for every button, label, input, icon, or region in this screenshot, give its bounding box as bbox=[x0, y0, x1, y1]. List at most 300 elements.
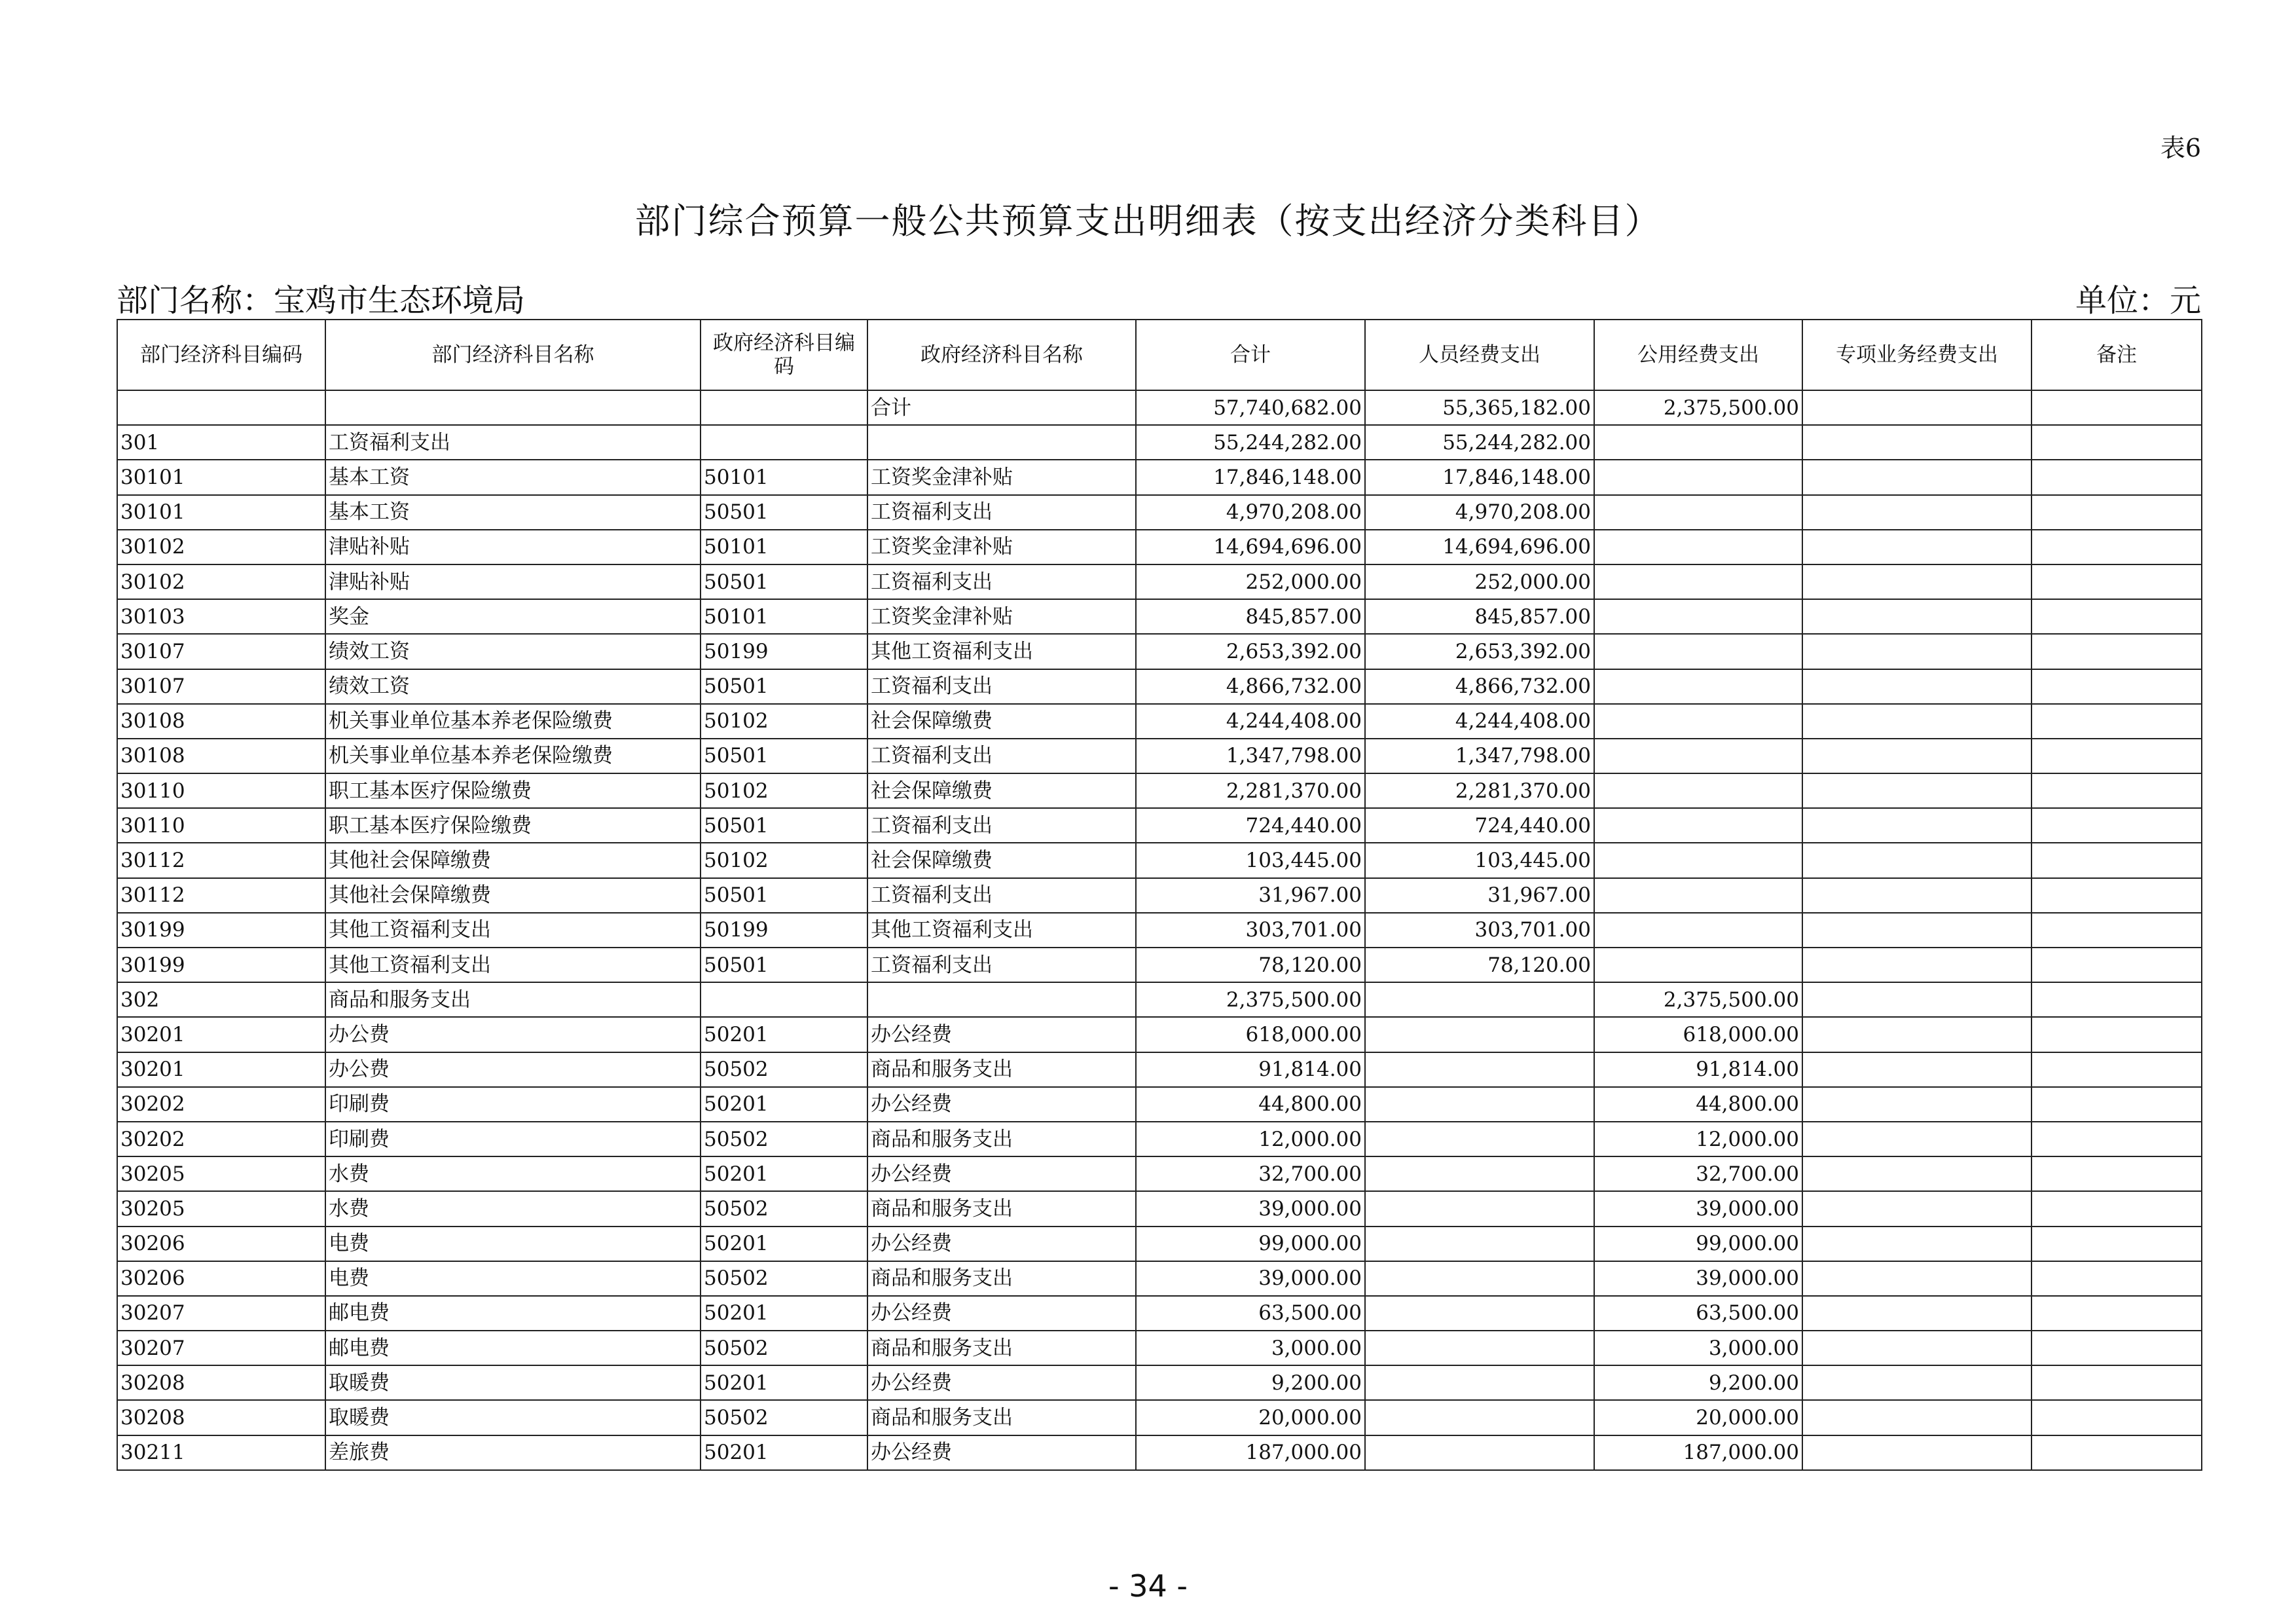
gov-code-cell: 50102 bbox=[701, 773, 867, 808]
page-title: 部门综合预算一般公共预算支出明细表（按支出经济分类科目） bbox=[634, 200, 1662, 242]
dept-code-cell: 302 bbox=[117, 982, 325, 1017]
special-cell bbox=[1802, 634, 2032, 669]
dept-name-cell: 职工基本医疗保险缴费 bbox=[325, 808, 701, 843]
gov-name-cell: 工资福利支出 bbox=[867, 495, 1136, 530]
gov-name-cell: 工资奖金津补贴 bbox=[867, 460, 1136, 494]
gov-name-cell bbox=[867, 982, 1136, 1017]
dept-code-cell: 30199 bbox=[117, 948, 325, 982]
gov-name-cell: 商品和服务支出 bbox=[867, 1331, 1136, 1365]
table-row bbox=[117, 390, 2202, 425]
special-cell bbox=[1802, 948, 2032, 982]
public-cell bbox=[1594, 843, 1802, 877]
table-row bbox=[117, 913, 2202, 948]
dept-name-cell: 基本工资 bbox=[325, 460, 701, 494]
note-cell bbox=[2032, 982, 2202, 1017]
gov-name-cell: 办公经费 bbox=[867, 1365, 1136, 1400]
note-cell bbox=[2032, 1331, 2202, 1365]
dept-code-cell: 30101 bbox=[117, 460, 325, 494]
total-cell: 39,000.00 bbox=[1136, 1191, 1365, 1226]
gov-name-cell: 商品和服务支出 bbox=[867, 1122, 1136, 1156]
table-number: 表6 bbox=[2160, 134, 2201, 162]
public-cell bbox=[1594, 948, 1802, 982]
special-cell bbox=[1802, 1052, 2032, 1087]
dept-code-cell: 30107 bbox=[117, 634, 325, 669]
dept-name-cell: 职工基本医疗保险缴费 bbox=[325, 773, 701, 808]
dept-code-cell: 30207 bbox=[117, 1296, 325, 1331]
public-cell bbox=[1594, 808, 1802, 843]
note-cell bbox=[2032, 808, 2202, 843]
personnel-cell: 724,440.00 bbox=[1365, 808, 1594, 843]
dept-name-cell: 取暖费 bbox=[325, 1400, 701, 1435]
gov-name-cell: 工资福利支出 bbox=[867, 808, 1136, 843]
dept-code-cell: 30103 bbox=[117, 599, 325, 634]
dept-code-cell: 30102 bbox=[117, 564, 325, 599]
total-cell: 32,700.00 bbox=[1136, 1156, 1365, 1191]
personnel-cell: 4,244,408.00 bbox=[1365, 704, 1594, 739]
public-cell bbox=[1594, 425, 1802, 460]
public-cell: 2,375,500.00 bbox=[1594, 390, 1802, 425]
gov-name-cell: 工资福利支出 bbox=[867, 669, 1136, 704]
gov-name-cell: 工资福利支出 bbox=[867, 739, 1136, 773]
public-cell bbox=[1594, 634, 1802, 669]
personnel-cell: 55,244,282.00 bbox=[1365, 425, 1594, 460]
personnel-cell bbox=[1365, 1087, 1594, 1122]
table-row bbox=[117, 495, 2202, 530]
gov-code-cell: 50501 bbox=[701, 948, 867, 982]
special-cell bbox=[1802, 878, 2032, 913]
note-cell bbox=[2032, 1261, 2202, 1296]
note-cell bbox=[2032, 495, 2202, 530]
public-cell bbox=[1594, 495, 1802, 530]
dept-code-cell: 30201 bbox=[117, 1017, 325, 1052]
total-cell: 44,800.00 bbox=[1136, 1087, 1365, 1122]
table-row bbox=[117, 1087, 2202, 1122]
gov-code-cell: 50501 bbox=[701, 878, 867, 913]
table-row bbox=[117, 1331, 2202, 1365]
table-row bbox=[117, 530, 2202, 564]
public-cell bbox=[1594, 530, 1802, 564]
note-cell bbox=[2032, 1296, 2202, 1331]
dept-name-cell: 其他社会保障缴费 bbox=[325, 878, 701, 913]
dept-code-cell: 30205 bbox=[117, 1191, 325, 1226]
table-header-row bbox=[117, 320, 2202, 390]
total-cell: 303,701.00 bbox=[1136, 913, 1365, 948]
gov-code-cell: 50502 bbox=[701, 1052, 867, 1087]
public-cell: 187,000.00 bbox=[1594, 1435, 1802, 1470]
total-cell: 1,347,798.00 bbox=[1136, 739, 1365, 773]
table-row bbox=[117, 1052, 2202, 1087]
special-cell bbox=[1802, 1365, 2032, 1400]
special-cell bbox=[1802, 1400, 2032, 1435]
dept-code-cell: 30102 bbox=[117, 530, 325, 564]
dept-code-cell: 30101 bbox=[117, 495, 325, 530]
note-cell bbox=[2032, 948, 2202, 982]
special-cell bbox=[1802, 669, 2032, 704]
table-row bbox=[117, 1261, 2202, 1296]
gov-name-cell: 工资福利支出 bbox=[867, 564, 1136, 599]
public-cell bbox=[1594, 773, 1802, 808]
dept-code-cell: 30205 bbox=[117, 1156, 325, 1191]
special-cell bbox=[1802, 773, 2032, 808]
dept-name-cell: 水费 bbox=[325, 1191, 701, 1226]
personnel-cell: 303,701.00 bbox=[1365, 913, 1594, 948]
public-cell: 32,700.00 bbox=[1594, 1156, 1802, 1191]
public-cell bbox=[1594, 739, 1802, 773]
note-cell bbox=[2032, 1156, 2202, 1191]
gov-name-cell: 办公经费 bbox=[867, 1156, 1136, 1191]
special-cell bbox=[1802, 843, 2032, 877]
table-row bbox=[117, 1122, 2202, 1156]
personnel-cell: 2,653,392.00 bbox=[1365, 634, 1594, 669]
total-cell: 91,814.00 bbox=[1136, 1052, 1365, 1087]
public-cell: 99,000.00 bbox=[1594, 1227, 1802, 1261]
personnel-cell: 845,857.00 bbox=[1365, 599, 1594, 634]
note-cell bbox=[2032, 669, 2202, 704]
public-cell: 12,000.00 bbox=[1594, 1122, 1802, 1156]
table-row bbox=[117, 634, 2202, 669]
gov-code-cell: 50501 bbox=[701, 669, 867, 704]
public-cell bbox=[1594, 564, 1802, 599]
gov-code-cell bbox=[701, 982, 867, 1017]
gov-code-cell: 50501 bbox=[701, 564, 867, 599]
dept-name-cell: 其他工资福利支出 bbox=[325, 948, 701, 982]
special-cell bbox=[1802, 425, 2032, 460]
special-cell bbox=[1802, 913, 2032, 948]
gov-code-cell: 50199 bbox=[701, 634, 867, 669]
note-cell bbox=[2032, 1435, 2202, 1470]
note-cell bbox=[2032, 913, 2202, 948]
dept-name-cell: 取暖费 bbox=[325, 1365, 701, 1400]
special-cell bbox=[1802, 982, 2032, 1017]
table-row bbox=[117, 669, 2202, 704]
budget-table bbox=[117, 319, 2202, 1471]
public-cell: 44,800.00 bbox=[1594, 1087, 1802, 1122]
note-cell bbox=[2032, 704, 2202, 739]
gov-code-cell bbox=[701, 390, 867, 425]
gov-code-cell: 50201 bbox=[701, 1087, 867, 1122]
gov-name-cell: 商品和服务支出 bbox=[867, 1400, 1136, 1435]
gov-code-cell: 50201 bbox=[701, 1156, 867, 1191]
total-cell: 9,200.00 bbox=[1136, 1365, 1365, 1400]
total-cell: 78,120.00 bbox=[1136, 948, 1365, 982]
gov-name-cell: 社会保障缴费 bbox=[867, 773, 1136, 808]
public-cell: 39,000.00 bbox=[1594, 1261, 1802, 1296]
total-cell: 57,740,682.00 bbox=[1136, 390, 1365, 425]
dept-code-cell bbox=[117, 390, 325, 425]
dept-name-cell: 其他社会保障缴费 bbox=[325, 843, 701, 877]
total-cell: 3,000.00 bbox=[1136, 1331, 1365, 1365]
table-row bbox=[117, 460, 2202, 494]
gov-name-cell: 办公经费 bbox=[867, 1087, 1136, 1122]
dept-name-cell: 绩效工资 bbox=[325, 669, 701, 704]
dept-name-cell: 邮电费 bbox=[325, 1296, 701, 1331]
gov-name-cell: 商品和服务支出 bbox=[867, 1261, 1136, 1296]
gov-name-cell: 合计 bbox=[867, 390, 1136, 425]
total-cell: 845,857.00 bbox=[1136, 599, 1365, 634]
public-cell bbox=[1594, 669, 1802, 704]
personnel-cell: 103,445.00 bbox=[1365, 843, 1594, 877]
special-cell bbox=[1802, 1156, 2032, 1191]
dept-name-cell bbox=[325, 390, 701, 425]
special-cell bbox=[1802, 530, 2032, 564]
dept-code-cell: 30108 bbox=[117, 704, 325, 739]
dept-name-cell: 办公费 bbox=[325, 1017, 701, 1052]
personnel-cell: 14,694,696.00 bbox=[1365, 530, 1594, 564]
dept-code-cell: 30202 bbox=[117, 1122, 325, 1156]
note-cell bbox=[2032, 530, 2202, 564]
col-header-public: 公用经费支出 bbox=[1594, 320, 1802, 390]
gov-code-cell: 50501 bbox=[701, 739, 867, 773]
gov-name-cell: 商品和服务支出 bbox=[867, 1052, 1136, 1087]
gov-name-cell: 工资奖金津补贴 bbox=[867, 599, 1136, 634]
table-row bbox=[117, 425, 2202, 460]
dept-name-cell: 办公费 bbox=[325, 1052, 701, 1087]
gov-code-cell: 50502 bbox=[701, 1122, 867, 1156]
dept-name-cell: 邮电费 bbox=[325, 1331, 701, 1365]
special-cell bbox=[1802, 1087, 2032, 1122]
table-row bbox=[117, 1156, 2202, 1191]
personnel-cell: 17,846,148.00 bbox=[1365, 460, 1594, 494]
note-cell bbox=[2032, 1365, 2202, 1400]
total-cell: 724,440.00 bbox=[1136, 808, 1365, 843]
table-row bbox=[117, 1365, 2202, 1400]
table-row bbox=[117, 1017, 2202, 1052]
gov-code-cell: 50201 bbox=[701, 1435, 867, 1470]
dept-code-cell: 30202 bbox=[117, 1087, 325, 1122]
public-cell: 9,200.00 bbox=[1594, 1365, 1802, 1400]
table-row bbox=[117, 948, 2202, 982]
public-cell: 2,375,500.00 bbox=[1594, 982, 1802, 1017]
gov-code-cell: 50502 bbox=[701, 1331, 867, 1365]
total-cell: 2,653,392.00 bbox=[1136, 634, 1365, 669]
total-cell: 39,000.00 bbox=[1136, 1261, 1365, 1296]
public-cell: 63,500.00 bbox=[1594, 1296, 1802, 1331]
total-cell: 252,000.00 bbox=[1136, 564, 1365, 599]
department-name: 部门名称：宝鸡市生态环境局 bbox=[117, 282, 526, 319]
total-cell: 63,500.00 bbox=[1136, 1296, 1365, 1331]
special-cell bbox=[1802, 1227, 2032, 1261]
personnel-cell bbox=[1365, 1435, 1594, 1470]
personnel-cell: 55,365,182.00 bbox=[1365, 390, 1594, 425]
special-cell bbox=[1802, 1435, 2032, 1470]
gov-code-cell: 50101 bbox=[701, 460, 867, 494]
gov-code-cell: 50501 bbox=[701, 495, 867, 530]
dept-code-cell: 30112 bbox=[117, 878, 325, 913]
table-row bbox=[117, 1296, 2202, 1331]
public-cell bbox=[1594, 460, 1802, 494]
public-cell: 39,000.00 bbox=[1594, 1191, 1802, 1226]
special-cell bbox=[1802, 1296, 2032, 1331]
note-cell bbox=[2032, 1052, 2202, 1087]
dept-code-cell: 30107 bbox=[117, 669, 325, 704]
table-row bbox=[117, 1191, 2202, 1226]
total-cell: 99,000.00 bbox=[1136, 1227, 1365, 1261]
total-cell: 12,000.00 bbox=[1136, 1122, 1365, 1156]
personnel-cell bbox=[1365, 1017, 1594, 1052]
col-header-personnel: 人员经费支出 bbox=[1365, 320, 1594, 390]
note-cell bbox=[2032, 1400, 2202, 1435]
table-row bbox=[117, 878, 2202, 913]
personnel-cell bbox=[1365, 1156, 1594, 1191]
personnel-cell: 4,970,208.00 bbox=[1365, 495, 1594, 530]
table-row bbox=[117, 773, 2202, 808]
table-row bbox=[117, 808, 2202, 843]
currency-unit: 单位：元 bbox=[2075, 282, 2201, 319]
col-header-total: 合计 bbox=[1136, 320, 1365, 390]
gov-name-cell: 工资福利支出 bbox=[867, 948, 1136, 982]
special-cell bbox=[1802, 564, 2032, 599]
special-cell bbox=[1802, 704, 2032, 739]
dept-code-cell: 30110 bbox=[117, 808, 325, 843]
personnel-cell bbox=[1365, 1122, 1594, 1156]
personnel-cell bbox=[1365, 982, 1594, 1017]
table-row bbox=[117, 843, 2202, 877]
gov-name-cell bbox=[867, 425, 1136, 460]
dept-code-cell: 30208 bbox=[117, 1365, 325, 1400]
note-cell bbox=[2032, 460, 2202, 494]
special-cell bbox=[1802, 599, 2032, 634]
table-row bbox=[117, 1435, 2202, 1470]
dept-name-cell: 电费 bbox=[325, 1227, 701, 1261]
gov-name-cell: 工资奖金津补贴 bbox=[867, 530, 1136, 564]
gov-code-cell: 50101 bbox=[701, 599, 867, 634]
note-cell bbox=[2032, 564, 2202, 599]
note-cell bbox=[2032, 599, 2202, 634]
note-cell bbox=[2032, 1017, 2202, 1052]
gov-name-cell: 商品和服务支出 bbox=[867, 1191, 1136, 1226]
dept-code-cell: 30206 bbox=[117, 1227, 325, 1261]
public-cell: 91,814.00 bbox=[1594, 1052, 1802, 1087]
personnel-cell bbox=[1365, 1052, 1594, 1087]
gov-code-cell: 50101 bbox=[701, 530, 867, 564]
public-cell bbox=[1594, 704, 1802, 739]
personnel-cell bbox=[1365, 1227, 1594, 1261]
dept-code-cell: 30208 bbox=[117, 1400, 325, 1435]
table-row bbox=[117, 982, 2202, 1017]
gov-code-cell: 50199 bbox=[701, 913, 867, 948]
col-header-gov-name: 政府经济科目名称 bbox=[867, 320, 1136, 390]
col-header-dept-name: 部门经济科目名称 bbox=[325, 320, 701, 390]
public-cell: 618,000.00 bbox=[1594, 1017, 1802, 1052]
public-cell: 20,000.00 bbox=[1594, 1400, 1802, 1435]
public-cell bbox=[1594, 913, 1802, 948]
gov-code-cell bbox=[701, 425, 867, 460]
total-cell: 187,000.00 bbox=[1136, 1435, 1365, 1470]
total-cell: 4,970,208.00 bbox=[1136, 495, 1365, 530]
total-cell: 2,281,370.00 bbox=[1136, 773, 1365, 808]
table-row bbox=[117, 704, 2202, 739]
table-row bbox=[117, 599, 2202, 634]
gov-name-cell: 社会保障缴费 bbox=[867, 843, 1136, 877]
total-cell: 2,375,500.00 bbox=[1136, 982, 1365, 1017]
note-cell bbox=[2032, 1087, 2202, 1122]
personnel-cell: 78,120.00 bbox=[1365, 948, 1594, 982]
total-cell: 618,000.00 bbox=[1136, 1017, 1365, 1052]
special-cell bbox=[1802, 1122, 2032, 1156]
dept-name-cell: 其他工资福利支出 bbox=[325, 913, 701, 948]
gov-code-cell: 50201 bbox=[701, 1296, 867, 1331]
dept-code-cell: 30112 bbox=[117, 843, 325, 877]
note-cell bbox=[2032, 425, 2202, 460]
gov-code-cell: 50502 bbox=[701, 1400, 867, 1435]
col-header-gov-code: 政府经济科目编码 bbox=[701, 320, 867, 390]
dept-code-cell: 30108 bbox=[117, 739, 325, 773]
dept-code-cell: 30211 bbox=[117, 1435, 325, 1470]
table-row bbox=[117, 1227, 2202, 1261]
personnel-cell bbox=[1365, 1261, 1594, 1296]
dept-name-cell: 差旅费 bbox=[325, 1435, 701, 1470]
personnel-cell bbox=[1365, 1365, 1594, 1400]
gov-code-cell: 50102 bbox=[701, 704, 867, 739]
personnel-cell: 252,000.00 bbox=[1365, 564, 1594, 599]
special-cell bbox=[1802, 1331, 2032, 1365]
gov-name-cell: 办公经费 bbox=[867, 1435, 1136, 1470]
total-cell: 4,866,732.00 bbox=[1136, 669, 1365, 704]
gov-code-cell: 50201 bbox=[701, 1227, 867, 1261]
personnel-cell bbox=[1365, 1331, 1594, 1365]
gov-code-cell: 50201 bbox=[701, 1365, 867, 1400]
dept-code-cell: 30201 bbox=[117, 1052, 325, 1087]
page-number: - 34 - bbox=[1108, 1568, 1188, 1604]
special-cell bbox=[1802, 739, 2032, 773]
public-cell bbox=[1594, 878, 1802, 913]
gov-name-cell: 办公经费 bbox=[867, 1227, 1136, 1261]
dept-name-cell: 津贴补贴 bbox=[325, 564, 701, 599]
gov-code-cell: 50201 bbox=[701, 1017, 867, 1052]
table-row bbox=[117, 739, 2202, 773]
note-cell bbox=[2032, 390, 2202, 425]
special-cell bbox=[1802, 1017, 2032, 1052]
gov-name-cell: 办公经费 bbox=[867, 1017, 1136, 1052]
dept-name-cell: 印刷费 bbox=[325, 1122, 701, 1156]
dept-code-cell: 30110 bbox=[117, 773, 325, 808]
special-cell bbox=[1802, 495, 2032, 530]
personnel-cell: 1,347,798.00 bbox=[1365, 739, 1594, 773]
table-row bbox=[117, 564, 2202, 599]
total-cell: 17,846,148.00 bbox=[1136, 460, 1365, 494]
note-cell bbox=[2032, 878, 2202, 913]
total-cell: 31,967.00 bbox=[1136, 878, 1365, 913]
total-cell: 4,244,408.00 bbox=[1136, 704, 1365, 739]
total-cell: 20,000.00 bbox=[1136, 1400, 1365, 1435]
dept-name-cell: 水费 bbox=[325, 1156, 701, 1191]
dept-name-cell: 工资福利支出 bbox=[325, 425, 701, 460]
col-header-dept-code: 部门经济科目编码 bbox=[117, 320, 325, 390]
gov-name-cell: 其他工资福利支出 bbox=[867, 913, 1136, 948]
total-cell: 103,445.00 bbox=[1136, 843, 1365, 877]
gov-code-cell: 50102 bbox=[701, 843, 867, 877]
special-cell bbox=[1802, 808, 2032, 843]
personnel-cell: 31,967.00 bbox=[1365, 878, 1594, 913]
dept-name-cell: 电费 bbox=[325, 1261, 701, 1296]
dept-code-cell: 30199 bbox=[117, 913, 325, 948]
note-cell bbox=[2032, 739, 2202, 773]
special-cell bbox=[1802, 1261, 2032, 1296]
gov-name-cell: 社会保障缴费 bbox=[867, 704, 1136, 739]
gov-code-cell: 50501 bbox=[701, 808, 867, 843]
dept-code-cell: 301 bbox=[117, 425, 325, 460]
total-cell: 14,694,696.00 bbox=[1136, 530, 1365, 564]
table-body bbox=[117, 390, 2202, 1470]
gov-name-cell: 办公经费 bbox=[867, 1296, 1136, 1331]
gov-name-cell: 其他工资福利支出 bbox=[867, 634, 1136, 669]
dept-name-cell: 机关事业单位基本养老保险缴费 bbox=[325, 704, 701, 739]
note-cell bbox=[2032, 634, 2202, 669]
personnel-cell bbox=[1365, 1296, 1594, 1331]
dept-code-cell: 30207 bbox=[117, 1331, 325, 1365]
gov-code-cell: 50502 bbox=[701, 1191, 867, 1226]
note-cell bbox=[2032, 1122, 2202, 1156]
